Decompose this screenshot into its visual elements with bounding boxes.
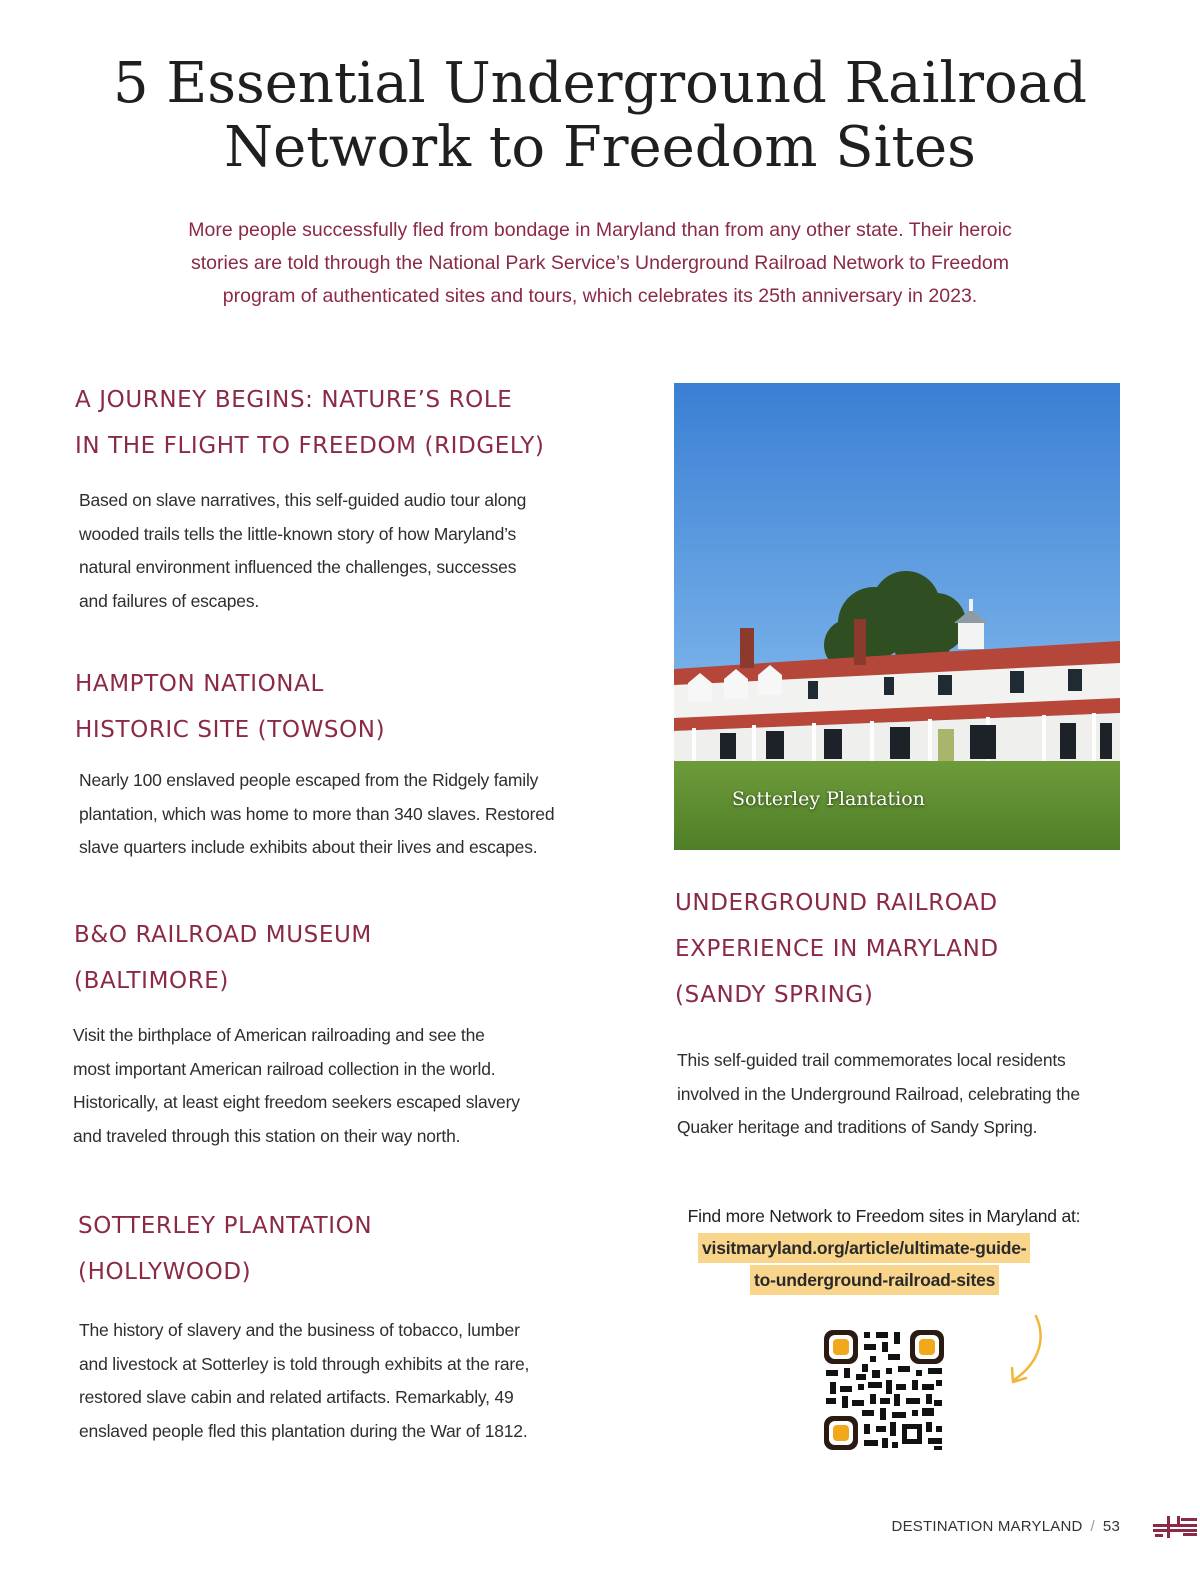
maryland-flag-icon: [1153, 1514, 1197, 1540]
visitmaryland-link-line-2[interactable]: to-underground-railroad-sites: [750, 1265, 999, 1295]
photo-caption: Sotterley Plantation: [732, 788, 925, 810]
footer-separator: /: [1090, 1518, 1095, 1535]
site-heading-sotterley: SOTTERLEY PLANTATION (HOLLYWOOD): [78, 1213, 373, 1285]
site-heading-ridgely: A JOURNEY BEGINS: NATURE’S ROLE IN THE FLIGHT TO FREEDOM (RIDGELY): [75, 387, 545, 459]
intro-line: program of authenticated sites and tours, which celebrates its 25th anniversary in 2023.: [222, 285, 978, 307]
intro-paragraph: [100, 214, 1100, 313]
page-title: [0, 52, 1200, 180]
plantation-image: [674, 383, 1120, 850]
site-heading-sandy-spring: UNDERGROUND RAILROAD EXPERIENCE IN MARYLAND (SANDY SPRING): [675, 890, 999, 1008]
intro-line: More people successfully fled from bondage in Maryland than from any other state. Their heroic: [188, 219, 1012, 241]
site-heading-hampton: HAMPTON NATIONAL HISTORIC SITE (TOWSON): [75, 671, 386, 743]
page-number: 53: [1102, 1518, 1120, 1535]
site-body-hampton: Nearly 100 enslaved people escaped from the Ridgely family plantation, which was home to more than 340 slaves. Restored slave quarters include exhibits about their lives and escapes.: [79, 770, 555, 857]
title-line-1: 5 Essential Underground Railroad: [112, 51, 1087, 116]
qr-code-icon[interactable]: [822, 1328, 946, 1452]
site-body-ridgely: Based on slave narratives, this self-guided audio tour along wooded trails tells the little-known story of how Maryland’s natural environment influenced the challenges, successes and failures of escapes.: [79, 490, 527, 611]
title-line-2: Network to Freedom Sites: [224, 115, 976, 180]
site-body-sandy-spring: This self-guided trail commemorates local residents involved in the Underground Railroad, celebrating the Quaker heritage and traditions of Sandy Spring.: [677, 1050, 1080, 1137]
curved-arrow-icon: [1002, 1312, 1052, 1387]
sotterley-plantation-photo: [674, 383, 1120, 850]
intro-line: stories are told through the National Park Service’s Underground Railroad Network to Freedom: [191, 252, 1009, 274]
site-heading-bo-railroad: B&O RAILROAD MUSEUM (BALTIMORE): [74, 922, 372, 994]
page-footer: [892, 1518, 1120, 1535]
visitmaryland-link-line-1[interactable]: visitmaryland.org/article/ultimate-guide-: [698, 1233, 1030, 1263]
site-body-sotterley: The history of slavery and the business of tobacco, lumber and livestock at Sotterley is told through exhibits at the rare, restored slave cabin and related artifacts. Remarkably, 49 enslaved people fled this plantation during the War of 1812.: [79, 1320, 530, 1441]
publication-name: DESTINATION MARYLAND: [891, 1518, 1083, 1535]
find-more-text: Find more Network to Freedom sites in Maryland at:: [687, 1206, 1081, 1226]
site-body-bo-railroad: Visit the birthplace of American railroading and see the most important American railroad collection in the world. Historically, at least eight freedom seekers escaped slavery and traveled through this station on their way north.: [73, 1025, 520, 1146]
